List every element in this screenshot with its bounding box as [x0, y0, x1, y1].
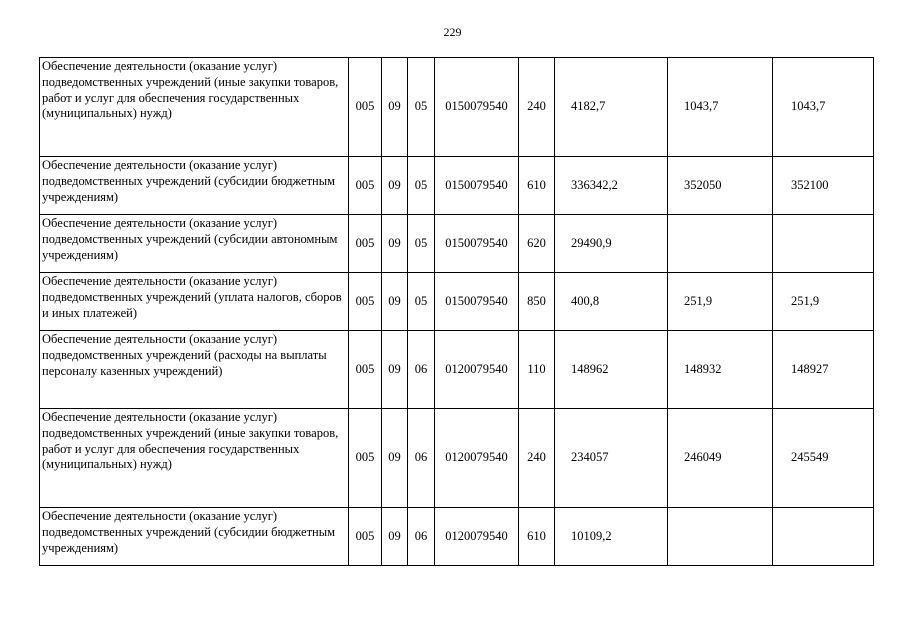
amount-year-1: 400,8: [555, 273, 668, 331]
amount-year-3: [773, 215, 874, 273]
page-number: 229: [443, 25, 462, 39]
expense-type-code: 240: [519, 409, 555, 508]
subsection-code: 06: [408, 409, 435, 508]
section-code: 09: [382, 157, 408, 215]
row-description: Обеспечение деятельности (оказание услуг) подведомственных учреждений (иные закупки товаров, работ и услуг для обеспечения государственных (муниципальных) нужд): [40, 58, 349, 157]
amount-year-2: [668, 215, 773, 273]
amount-year-3: [773, 508, 874, 566]
row-description: Обеспечение деятельности (оказание услуг) подведомственных учреждений (иные закупки товаров, работ и услуг для обеспечения государственных (муниципальных) нужд): [40, 409, 349, 508]
ministry-code: 005: [349, 157, 382, 215]
subsection-code: 05: [408, 58, 435, 157]
amount-year-2: 1043,7: [668, 58, 773, 157]
row-description: Обеспечение деятельности (оказание услуг) подведомственных учреждений (субсидии бюджетным учреждениям): [40, 508, 349, 566]
target-article-code: 0150079540: [435, 215, 519, 273]
row-description: Обеспечение деятельности (оказание услуг) подведомственных учреждений (субсидии автономным учреждениям): [40, 215, 349, 273]
expense-type-code: 110: [519, 331, 555, 409]
ministry-code: 005: [349, 331, 382, 409]
ministry-code: 005: [349, 58, 382, 157]
amount-year-2: [668, 508, 773, 566]
target-article-code: 0150079540: [435, 157, 519, 215]
amount-year-3: 251,9: [773, 273, 874, 331]
amount-year-3: 245549: [773, 409, 874, 508]
subsection-code: 05: [408, 157, 435, 215]
amount-year-2: 251,9: [668, 273, 773, 331]
target-article-code: 0120079540: [435, 331, 519, 409]
table-row: [40, 331, 874, 409]
table-row: [40, 157, 874, 215]
amount-year-1: 148962: [555, 331, 668, 409]
target-article-code: 0150079540: [435, 58, 519, 157]
amount-year-2: 352050: [668, 157, 773, 215]
amount-year-2: 246049: [668, 409, 773, 508]
ministry-code: 005: [349, 273, 382, 331]
amount-year-1: 29490,9: [555, 215, 668, 273]
table-row: [40, 215, 874, 273]
amount-year-1: 336342,2: [555, 157, 668, 215]
target-article-code: 0120079540: [435, 409, 519, 508]
expense-type-code: 610: [519, 508, 555, 566]
amount-year-1: 234057: [555, 409, 668, 508]
table-row: [40, 273, 874, 331]
subsection-code: 06: [408, 508, 435, 566]
row-description: Обеспечение деятельности (оказание услуг) подведомственных учреждений (субсидии бюджетным учреждениям): [40, 157, 349, 215]
table-row: [40, 58, 874, 157]
target-article-code: 0120079540: [435, 508, 519, 566]
amount-year-3: 352100: [773, 157, 874, 215]
expense-type-code: 620: [519, 215, 555, 273]
table-row: [40, 508, 874, 566]
expense-type-code: 850: [519, 273, 555, 331]
section-code: 09: [382, 508, 408, 566]
ministry-code: 005: [349, 215, 382, 273]
table-row: [40, 409, 874, 508]
amount-year-1: 10109,2: [555, 508, 668, 566]
section-code: 09: [382, 215, 408, 273]
section-code: 09: [382, 331, 408, 409]
ministry-code: 005: [349, 508, 382, 566]
amount-year-1: 4182,7: [555, 58, 668, 157]
amount-year-3: 1043,7: [773, 58, 874, 157]
amount-year-3: 148927: [773, 331, 874, 409]
subsection-code: 05: [408, 273, 435, 331]
expense-type-code: 610: [519, 157, 555, 215]
subsection-code: 05: [408, 215, 435, 273]
subsection-code: 06: [408, 331, 435, 409]
target-article-code: 0150079540: [435, 273, 519, 331]
row-description: Обеспечение деятельности (оказание услуг) подведомственных учреждений (уплата налогов, сборов и иных платежей): [40, 273, 349, 331]
row-description: Обеспечение деятельности (оказание услуг) подведомственных учреждений (расходы на выплаты персоналу казенных учреждений): [40, 331, 349, 409]
amount-year-2: 148932: [668, 331, 773, 409]
section-code: 09: [382, 409, 408, 508]
ministry-code: 005: [349, 409, 382, 508]
section-code: 09: [382, 58, 408, 157]
section-code: 09: [382, 273, 408, 331]
expense-type-code: 240: [519, 58, 555, 157]
budget-table: [39, 57, 874, 566]
